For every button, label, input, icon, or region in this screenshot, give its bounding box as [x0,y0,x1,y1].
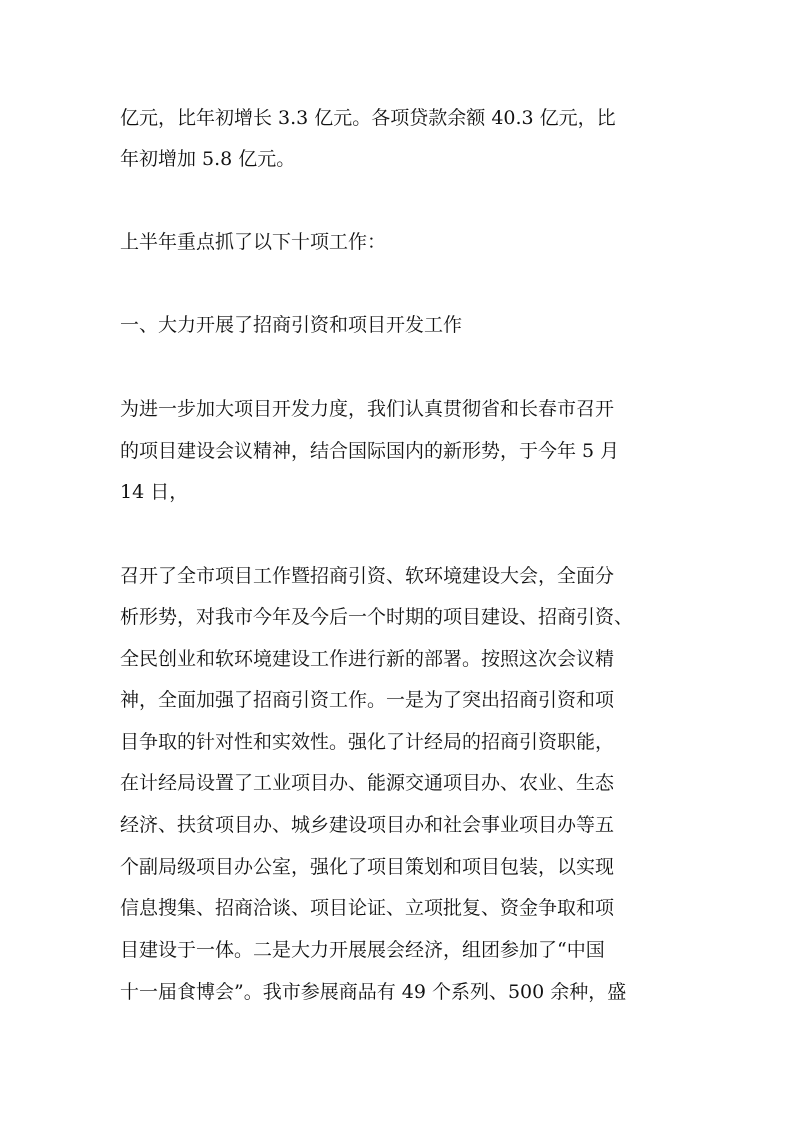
text-line: 的项目建设会议精神，结合国际国内的新形势，于今年 5 月 [120,440,620,462]
text-line: 14 日， [120,481,189,503]
text-line: 目争取的针对性和实效性。强化了计经局的招商引资职能， [120,731,615,753]
text-line: 在计经局设置了工业项目办、能源交通项目办、农业、生态 [120,772,615,794]
text-line: 全民创业和软环境建设工作进行新的部署。按照这次会议精 [120,648,615,670]
text-line: 召开了全市项目工作暨招商引资、软环境建设大会，全面分 [120,565,615,587]
section-heading: 一、大力开展了招商引资和项目开发工作 [120,314,463,336]
text-line: 神，全面加强了招商引资工作。一是为了突出招商引资和项 [120,689,615,711]
text-line: 亿元，比年初增长 3.3 亿元。各项贷款余额 40.3 亿元，比 [120,107,616,129]
text-line: 十一届食博会”。我市参展商品有 49 个系列、500 余种，盛 [120,981,627,1003]
text-line: 上半年重点抓了以下十项工作： [120,231,387,253]
text-line: 信息搜集、招商洽谈、项目论证、立项批复、资金争取和项 [120,897,615,919]
text-line: 目建设于一体。二是大力开展展会经济，组团参加了“中国 [120,939,605,961]
text-line: 析形势，对我市今年及今后一个时期的项目建设、招商引资、 [120,606,634,628]
text-line: 为进一步加大项目开发力度，我们认真贯彻省和长春市召开 [120,398,615,420]
text-line: 年初增加 5.8 亿元。 [120,148,296,170]
text-line: 个副局级项目办公室，强化了项目策划和项目包装，以实现 [120,856,615,878]
text-line: 经济、扶贫项目办、城乡建设项目办和社会事业项目办等五 [120,814,615,836]
